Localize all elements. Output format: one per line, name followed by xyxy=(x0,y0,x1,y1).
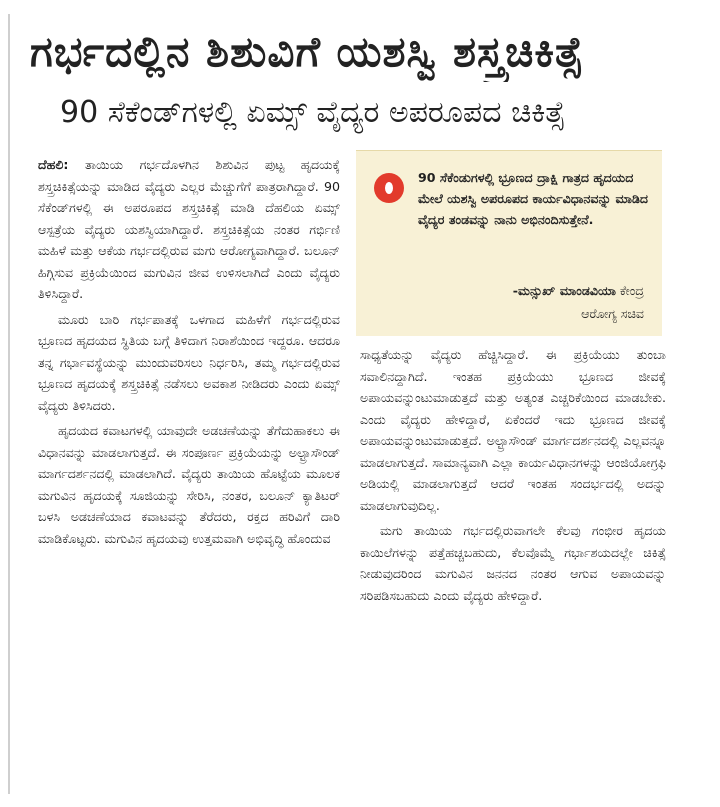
dateline: ದೆಹಲಿ: xyxy=(38,157,69,172)
article-paragraph-1 xyxy=(38,154,340,305)
article-paragraph-3: ಹೃದಯದ ಕವಾಟಗಳಲ್ಲಿ ಯಾವುದೇ ಅಡಚಣೆಯನ್ನು ತೆಗೆದುಹಾಕಲು ಈ ವಿಧಾನವನ್ನು ಮಾಡಲಾಗುತ್ತದೆ. ಈ ಸಂಪೂರ್ಣ ಪ್ರಕ್ರಿಯೆಯನ್ನು ಅಲ್ಟ್ರಾಸೌಂಡ್ ಮಾರ್ಗದರ್ಶನದಲ್ಲಿ ಮಾಡಲಾಗಿದೆ. ವೈದ್ಯರು ತಾಯಿಯ ಹೊಟ್ಟೆಯ ಮೂಲಕ ಮಗುವಿನ ಹೃದಯಕ್ಕೆ ಸೂಜಿಯನ್ನು ಸೇರಿಸಿ, ನಂತರ, ಬಲೂನ್ ಕ್ಯಾತಿಟರ್ ಬಳಸಿ ಅಡಚಣೆಯಾದ ಕವಾಟವನ್ನು ತೆರೆದರು, ರಕ್ತದ ಹರಿವಿಗೆ ದಾರಿ ಮಾಡಿಕೊಟ್ಟರು. ಮಗುವಿನ ಹೃದಯವು ಉತ್ತಮವಾಗಿ ಅಭಿವೃದ್ಧಿ ಹೊಂದುವ xyxy=(38,423,340,546)
quote-author-role-1: ಕೇಂದ್ರ xyxy=(619,283,644,298)
quote-text: 90 ಸೆಕೆಂಡುಗಳಲ್ಲಿ ಭ್ರೂಣದ ದ್ರಾಕ್ಷಿ ಗಾತ್ರದ ಹೃದಯದ ಮೇಲೆ ಯಶಸ್ವಿ ಅಪರೂಪದ ಕಾರ್ಯವಿಧಾನವನ್ನು ಮಾಡಿದ ವೈದ್ಯರ ತಂಡವನ್ನು ನಾನು ಅಭಿನಂದಿಸುತ್ತೇನೆ. xyxy=(418,170,649,227)
article-paragraph-2: ಮೂರು ಬಾರಿ ಗರ್ಭಪಾತಕ್ಕೆ ಒಳಗಾದ ಮಹಿಳೆಗೆ ಗರ್ಭದಲ್ಲಿರುವ ಭ್ರೂಣದ ಹೃದಯದ ಸ್ಥಿತಿಯ ಬಗ್ಗೆ ತಿಳಿದಾಗ ನಿರಾಶೆಯಿಂದ ಇದ್ದರೂ. ಆದರೂ ತನ್ನ ಗರ್ಭಾವಸ್ಥೆಯನ್ನು ಮುಂದುವರಿಸಲು ನಿರ್ಧರಿಸಿ, ತಮ್ಮ ಗರ್ಭದಲ್ಲಿರುವ ಭ್ರೂಣದ ಹೃದಯಕ್ಕೆ ಶಸ್ತ್ರಚಿಕಿತ್ಸೆ ನಡೆಸಲು ಅವಕಾಶ ನೀಡಿದರು ಎಂದು ಏಮ್ಸ್ ವೈದ್ಯರು ತಿಳಿಸಿದರು. xyxy=(38,311,340,413)
page-margin xyxy=(684,0,720,807)
headline: ಗರ್ಭದಲ್ಲಿನ ಶಿಶುವಿಗೆ ಯಶಸ್ವಿ ಶಸ್ತ್ರಚಿಕಿತ್ಸೆ xyxy=(30,27,584,76)
article-paragraph-4: ಸಾಧ್ಯತೆಯನ್ನು ವೈದ್ಯರು ಹೆಚ್ಚಿಸಿದ್ದಾರೆ. ಈ ಪ್ರಕ್ರಿಯೆಯು ತುಂಬಾ ಸವಾಲಿನದ್ದಾಗಿದೆ. ಇಂತಹ ಪ್ರಕ್ರಿಯೆಯು ಭ್ರೂಣದ ಜೀವಕ್ಕೆ ಅಪಾಯವನ್ನುಂಟುಮಾಡುತ್ತದೆ ಮತ್ತು ಅತ್ಯಂತ ಎಚ್ಚರಿಕೆಯಿಂದ ಮಾಡಬೇಕು. ಎಂದು ವೈದ್ಯರು ಹೇಳಿದ್ದಾರೆ, ಏಕೆಂದರೆ ಇದು ಭ್ರೂಣದ ಜೀವಕ್ಕೆ ಅಪಾಯವನ್ನುಂಟುಮಾಡುತ್ತದೆ. ಅಲ್ಟ್ರಾಸೌಂಡ್ ಮಾರ್ಗದರ್ಶನದಲ್ಲಿ ಎಲ್ಲವನ್ನೂ ಮಾಡಲಾಗುತ್ತದೆ. ಸಾಮಾನ್ಯವಾಗಿ ಎಲ್ಲಾ ಕಾರ್ಯವಿಧಾನಗಳನ್ನು ಆಂಜಿಯೋಗ್ರಫಿ ಅಡಿಯಲ್ಲಿ ಮಾಡಲಾಗುತ್ತದೆ ಆದರೆ ಇಂತಹ ಸಂದರ್ಭದಲ್ಲಿ ಅದನ್ನು ಮಾಡಲಾಗುವುದಿಲ್ಲ. xyxy=(360,347,666,513)
column-rule xyxy=(8,14,10,794)
quote-author: -ಮನ್ಸುಖ್ ಮಾಂಡವಿಯಾ xyxy=(512,283,616,298)
quote-author-role-2: ಆರೋಗ್ಯ ಸಚಿವ xyxy=(581,306,644,321)
subheadline: 90 ಸೆಕೆಂಡ್‌ಗಳಲ್ಲಿ ಏಮ್ಸ್ ವೈದ್ಯರ ಅಪರೂಪದ ಚಿಕಿತ್ಸೆ xyxy=(60,95,566,130)
quote-box xyxy=(356,150,662,336)
quote-attribution xyxy=(384,279,644,325)
drop-logo-icon xyxy=(374,173,404,203)
article-paragraph-5: ಮಗು ತಾಯಿಯ ಗರ್ಭದಲ್ಲಿರುವಾಗಲೇ ಕೆಲವು ಗಂಭೀರ ಹೃದಯ ಕಾಯಿಲೆಗಳನ್ನು ಪತ್ತೆಹಚ್ಚಬಹುದು, ಕೆಲವೊಮ್ಮೆ ಗರ್ಭಾಶಯದಲ್ಲೇ ಚಿಕಿತ್ಸೆ ನೀಡುವುದರಿಂದ ಮಗುವಿನ ಜನನದ ನಂತರ ಆಗುವ ಅಪಾಯವನ್ನು ಸರಿಪಡಿಸಬಹುದು ಎಂದು ವೈದ್ಯರು ಹೇಳಿದ್ದಾರೆ. xyxy=(360,523,666,603)
article-column-left xyxy=(38,154,340,779)
paragraph-text: ತಾಯಿಯ ಗರ್ಭದೊಳಗಿನ ಶಿಶುವಿನ ಪುಟ್ಟ ಹೃದಯಕ್ಕೆ ಶಸ್ತ್ರಚಿಕಿತ್ಸೆಯನ್ನು ಮಾಡಿದ ವೈದ್ಯರು ಎಲ್ಲರ ಮೆಚ್ಚುಗೆಗೆ ಪಾತ್ರರಾಗಿದ್ದಾರೆ. 90 ಸೆಕೆಂಡ್‌ಗಳಲ್ಲಿ ಈ ಅಪರೂಪದ ಶಸ್ತ್ರಚಿಕಿತ್ಸೆ ಮಾಡಿ ದೆಹಲಿಯ ಏಮ್ಸ್ ಆಸ್ಪತ್ರೆಯ ವೈದ್ಯರು ಯಶಸ್ವಿಯಾಗಿದ್ದಾರೆ. ಶಸ್ತ್ರಚಿಕಿತ್ಸೆಯ ನಂತರ ಗರ್ಭಿಣಿ ಮಹಿಳೆ ಮತ್ತು ಆಕೆಯ ಗರ್ಭದಲ್ಲಿರುವ ಮಗು ಆರೋಗ್ಯವಾಗಿದ್ದಾರೆ. ಬಲೂನ್ ಹಿಗ್ಗಿಸುವ ಪ್ರಕ್ರಿಯೆಯಿಂದ ಮಗುವಿನ ಜೀವ ಉಳಿಸಲಾಗಿದೆ ಎಂದು ವೈದ್ಯರು ತಿಳಿಸಿದ್ದಾರೆ. xyxy=(38,157,340,301)
article-column-right xyxy=(360,344,666,776)
